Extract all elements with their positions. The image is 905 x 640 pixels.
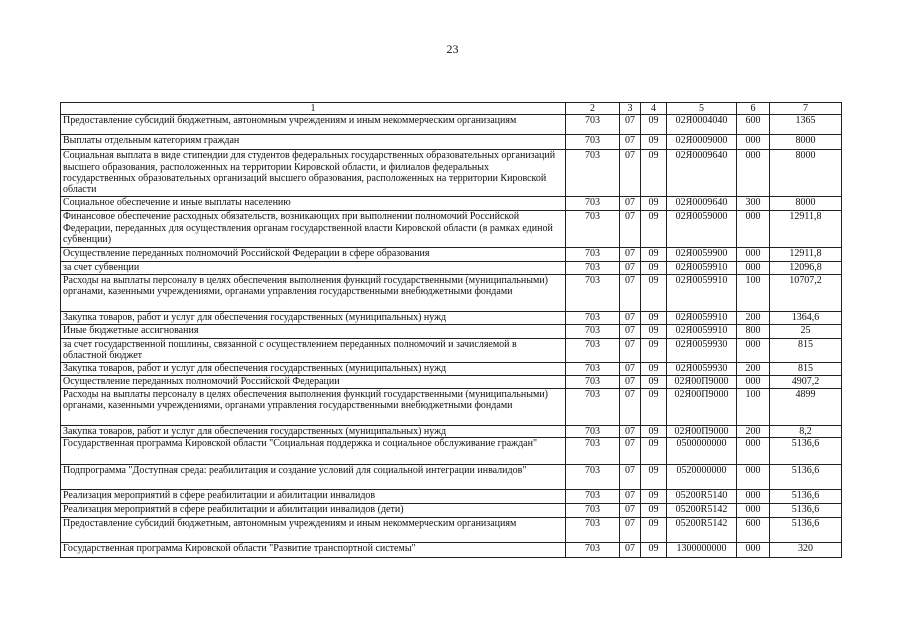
section-cell: 07	[620, 197, 641, 211]
section-cell: 07	[620, 425, 641, 437]
subsection-cell: 09	[641, 489, 667, 503]
subsection-cell: 09	[641, 362, 667, 375]
code-cell: 703	[566, 489, 620, 503]
row-name-cell: Расходы на выплаты персоналу в целях обеспечения выполнения функций государственными (муниципальными) органами, казенными учреждениями, органами управления государственными внебюджетными фондами	[61, 274, 566, 311]
code-cell: 703	[566, 362, 620, 375]
code-cell: 703	[566, 425, 620, 437]
target-item-cell: 02Я0059910	[667, 274, 737, 311]
target-item-cell: 0500000000	[667, 437, 737, 464]
code-cell: 703	[566, 248, 620, 262]
code-cell: 703	[566, 542, 620, 557]
subsection-cell: 09	[641, 388, 667, 425]
subsection-cell: 09	[641, 274, 667, 311]
table-row	[61, 489, 842, 503]
row-name-cell: Закупка товаров, работ и услуг для обеспечения государственных (муниципальных) нужд	[61, 362, 566, 375]
expense-type-cell: 200	[737, 362, 770, 375]
row-name-cell: Социальная выплата в виде стипендии для студентов федеральных государственных образовательных организаций высшего образования, расположенных на территории Кировской области, и филиалов федеральных государственных образовательных организаций высшего образования, расположенных на территории Кировской области	[61, 150, 566, 197]
expense-type-cell: 600	[737, 115, 770, 135]
section-cell: 07	[620, 338, 641, 362]
subsection-cell: 09	[641, 542, 667, 557]
target-item-cell: 1300000000	[667, 542, 737, 557]
table-row	[61, 375, 842, 388]
amount-cell: 5136,6	[770, 489, 842, 503]
amount-cell: 4899	[770, 388, 842, 425]
header-cell: 5	[667, 103, 737, 115]
amount-cell: 8000	[770, 197, 842, 211]
table-row	[61, 425, 842, 437]
code-cell: 703	[566, 311, 620, 324]
section-cell: 07	[620, 375, 641, 388]
subsection-cell: 09	[641, 150, 667, 197]
section-cell: 07	[620, 489, 641, 503]
section-cell: 07	[620, 135, 641, 150]
target-item-cell: 02Я0059930	[667, 362, 737, 375]
row-name-cell: Государственная программа Кировской области "Развитие транспортной системы"	[61, 542, 566, 557]
target-item-cell: 05200R5142	[667, 517, 737, 542]
table-row	[61, 262, 842, 274]
amount-cell: 5136,6	[770, 503, 842, 517]
row-name-cell: за счет субвенции	[61, 262, 566, 274]
expense-type-cell: 000	[737, 503, 770, 517]
target-item-cell: 02Я00П9000	[667, 388, 737, 425]
subsection-cell: 09	[641, 262, 667, 274]
table-row	[61, 542, 842, 557]
header-cell: 2	[566, 103, 620, 115]
table-row	[61, 115, 842, 135]
header-cell: 1	[61, 103, 566, 115]
target-item-cell: 0520000000	[667, 464, 737, 489]
budget-table	[60, 102, 842, 558]
section-cell: 07	[620, 248, 641, 262]
code-cell: 703	[566, 262, 620, 274]
amount-cell: 1365	[770, 115, 842, 135]
subsection-cell: 09	[641, 375, 667, 388]
subsection-cell: 09	[641, 517, 667, 542]
table-row	[61, 211, 842, 248]
section-cell: 07	[620, 542, 641, 557]
subsection-cell: 09	[641, 211, 667, 248]
subsection-cell: 09	[641, 425, 667, 437]
expense-type-cell: 000	[737, 489, 770, 503]
code-cell: 703	[566, 517, 620, 542]
section-cell: 07	[620, 464, 641, 489]
row-name-cell: Реализация мероприятий в сфере реабилитации и абилитации инвалидов (дети)	[61, 503, 566, 517]
header-cell: 4	[641, 103, 667, 115]
subsection-cell: 09	[641, 503, 667, 517]
expense-type-cell: 000	[737, 248, 770, 262]
subsection-cell: 09	[641, 115, 667, 135]
table-row	[61, 437, 842, 464]
row-name-cell: Расходы на выплаты персоналу в целях обеспечения выполнения функций государственными (муниципальными) органами, казенными учреждениями, органами управления государственными внебюджетными фондами	[61, 388, 566, 425]
row-name-cell: Закупка товаров, работ и услуг для обеспечения государственных (муниципальных) нужд	[61, 425, 566, 437]
amount-cell: 12911,8	[770, 211, 842, 248]
target-item-cell: 02Я0059910	[667, 324, 737, 338]
expense-type-cell: 000	[737, 211, 770, 248]
expense-type-cell: 000	[737, 437, 770, 464]
table-row	[61, 197, 842, 211]
section-cell: 07	[620, 311, 641, 324]
table-row	[61, 503, 842, 517]
row-name-cell: Предоставление субсидий бюджетным, автономным учреждениям и иным некоммерческим организациям	[61, 115, 566, 135]
row-name-cell: Государственная программа Кировской области "Социальная поддержка и социальное обслуживание граждан"	[61, 437, 566, 464]
amount-cell: 815	[770, 338, 842, 362]
table-row	[61, 248, 842, 262]
section-cell: 07	[620, 150, 641, 197]
header-cell: 3	[620, 103, 641, 115]
target-item-cell: 02Я0009640	[667, 150, 737, 197]
expense-type-cell: 000	[737, 464, 770, 489]
header-cell: 6	[737, 103, 770, 115]
table-row	[61, 464, 842, 489]
section-cell: 07	[620, 503, 641, 517]
amount-cell: 12911,8	[770, 248, 842, 262]
target-item-cell: 02Я00П9000	[667, 375, 737, 388]
subsection-cell: 09	[641, 311, 667, 324]
row-name-cell: Реализация мероприятий в сфере реабилитации и абилитации инвалидов	[61, 489, 566, 503]
subsection-cell: 09	[641, 338, 667, 362]
table-row	[61, 517, 842, 542]
code-cell: 703	[566, 211, 620, 248]
expense-type-cell: 000	[737, 338, 770, 362]
expense-type-cell: 200	[737, 311, 770, 324]
row-name-cell: Осуществление переданных полномочий Российской Федерации в сфере образования	[61, 248, 566, 262]
amount-cell: 12096,8	[770, 262, 842, 274]
code-cell: 703	[566, 464, 620, 489]
subsection-cell: 09	[641, 197, 667, 211]
header-row	[61, 103, 842, 115]
expense-type-cell: 100	[737, 388, 770, 425]
expense-type-cell: 000	[737, 375, 770, 388]
row-name-cell: Закупка товаров, работ и услуг для обеспечения государственных (муниципальных) нужд	[61, 311, 566, 324]
expense-type-cell: 100	[737, 274, 770, 311]
section-cell: 07	[620, 262, 641, 274]
amount-cell: 320	[770, 542, 842, 557]
target-item-cell: 02Я0004040	[667, 115, 737, 135]
amount-cell: 1364,6	[770, 311, 842, 324]
table-row	[61, 150, 842, 197]
table-row	[61, 338, 842, 362]
row-name-cell: Подпрограмма "Доступная среда: реабилитация и создание условий для социальной интеграции инвалидов"	[61, 464, 566, 489]
code-cell: 703	[566, 115, 620, 135]
target-item-cell: 02Я0059910	[667, 262, 737, 274]
section-cell: 07	[620, 362, 641, 375]
section-cell: 07	[620, 211, 641, 248]
amount-cell: 5136,6	[770, 517, 842, 542]
expense-type-cell: 000	[737, 135, 770, 150]
expense-type-cell: 000	[737, 542, 770, 557]
expense-type-cell: 800	[737, 324, 770, 338]
expense-type-cell: 600	[737, 517, 770, 542]
row-name-cell: Социальное обеспечение и иные выплаты населению	[61, 197, 566, 211]
subsection-cell: 09	[641, 248, 667, 262]
code-cell: 703	[566, 135, 620, 150]
amount-cell: 8000	[770, 150, 842, 197]
table-row	[61, 362, 842, 375]
code-cell: 703	[566, 197, 620, 211]
section-cell: 07	[620, 517, 641, 542]
expense-type-cell: 300	[737, 197, 770, 211]
table-row	[61, 388, 842, 425]
code-cell: 703	[566, 338, 620, 362]
code-cell: 703	[566, 274, 620, 311]
target-item-cell: 05200R5142	[667, 503, 737, 517]
expense-type-cell: 000	[737, 150, 770, 197]
expense-type-cell: 000	[737, 262, 770, 274]
amount-cell: 4907,2	[770, 375, 842, 388]
target-item-cell: 02Я0059900	[667, 248, 737, 262]
code-cell: 703	[566, 388, 620, 425]
table-row	[61, 324, 842, 338]
row-name-cell: Выплаты отдельным категориям граждан	[61, 135, 566, 150]
amount-cell: 25	[770, 324, 842, 338]
subsection-cell: 09	[641, 135, 667, 150]
subsection-cell: 09	[641, 324, 667, 338]
row-name-cell: Финансовое обеспечение расходных обязательств, возникающих при выполнении полномочий Российской Федерации, переданных для осуществления органам государственной власти Кировской области (в рамках единой субвенции)	[61, 211, 566, 248]
table-row	[61, 274, 842, 311]
page-number: 23	[446, 42, 459, 56]
code-cell: 703	[566, 150, 620, 197]
section-cell: 07	[620, 437, 641, 464]
amount-cell: 5136,6	[770, 464, 842, 489]
target-item-cell: 02Я0059000	[667, 211, 737, 248]
target-item-cell: 05200R5140	[667, 489, 737, 503]
code-cell: 703	[566, 375, 620, 388]
subsection-cell: 09	[641, 437, 667, 464]
amount-cell: 10707,2	[770, 274, 842, 311]
section-cell: 07	[620, 324, 641, 338]
amount-cell: 815	[770, 362, 842, 375]
section-cell: 07	[620, 388, 641, 425]
section-cell: 07	[620, 274, 641, 311]
target-item-cell: 02Я0009000	[667, 135, 737, 150]
section-cell: 07	[620, 115, 641, 135]
target-item-cell: 02Я00П9000	[667, 425, 737, 437]
code-cell: 703	[566, 324, 620, 338]
row-name-cell: Иные бюджетные ассигнования	[61, 324, 566, 338]
row-name-cell: Предоставление субсидий бюджетным, автономным учреждениям и иным некоммерческим организациям	[61, 517, 566, 542]
table-row	[61, 311, 842, 324]
row-name-cell: за счет государственной пошлины, связанной с осуществлением переданных полномочий и зачисляемой в областной бюджет	[61, 338, 566, 362]
subsection-cell: 09	[641, 464, 667, 489]
target-item-cell: 02Я0059910	[667, 311, 737, 324]
row-name-cell: Осуществление переданных полномочий Российской Федерации	[61, 375, 566, 388]
code-cell: 703	[566, 503, 620, 517]
amount-cell: 5136,6	[770, 437, 842, 464]
code-cell: 703	[566, 437, 620, 464]
expense-type-cell: 200	[737, 425, 770, 437]
amount-cell: 8000	[770, 135, 842, 150]
table-row	[61, 135, 842, 150]
header-cell: 7	[770, 103, 842, 115]
target-item-cell: 02Я0059930	[667, 338, 737, 362]
target-item-cell: 02Я0009640	[667, 197, 737, 211]
amount-cell: 8,2	[770, 425, 842, 437]
